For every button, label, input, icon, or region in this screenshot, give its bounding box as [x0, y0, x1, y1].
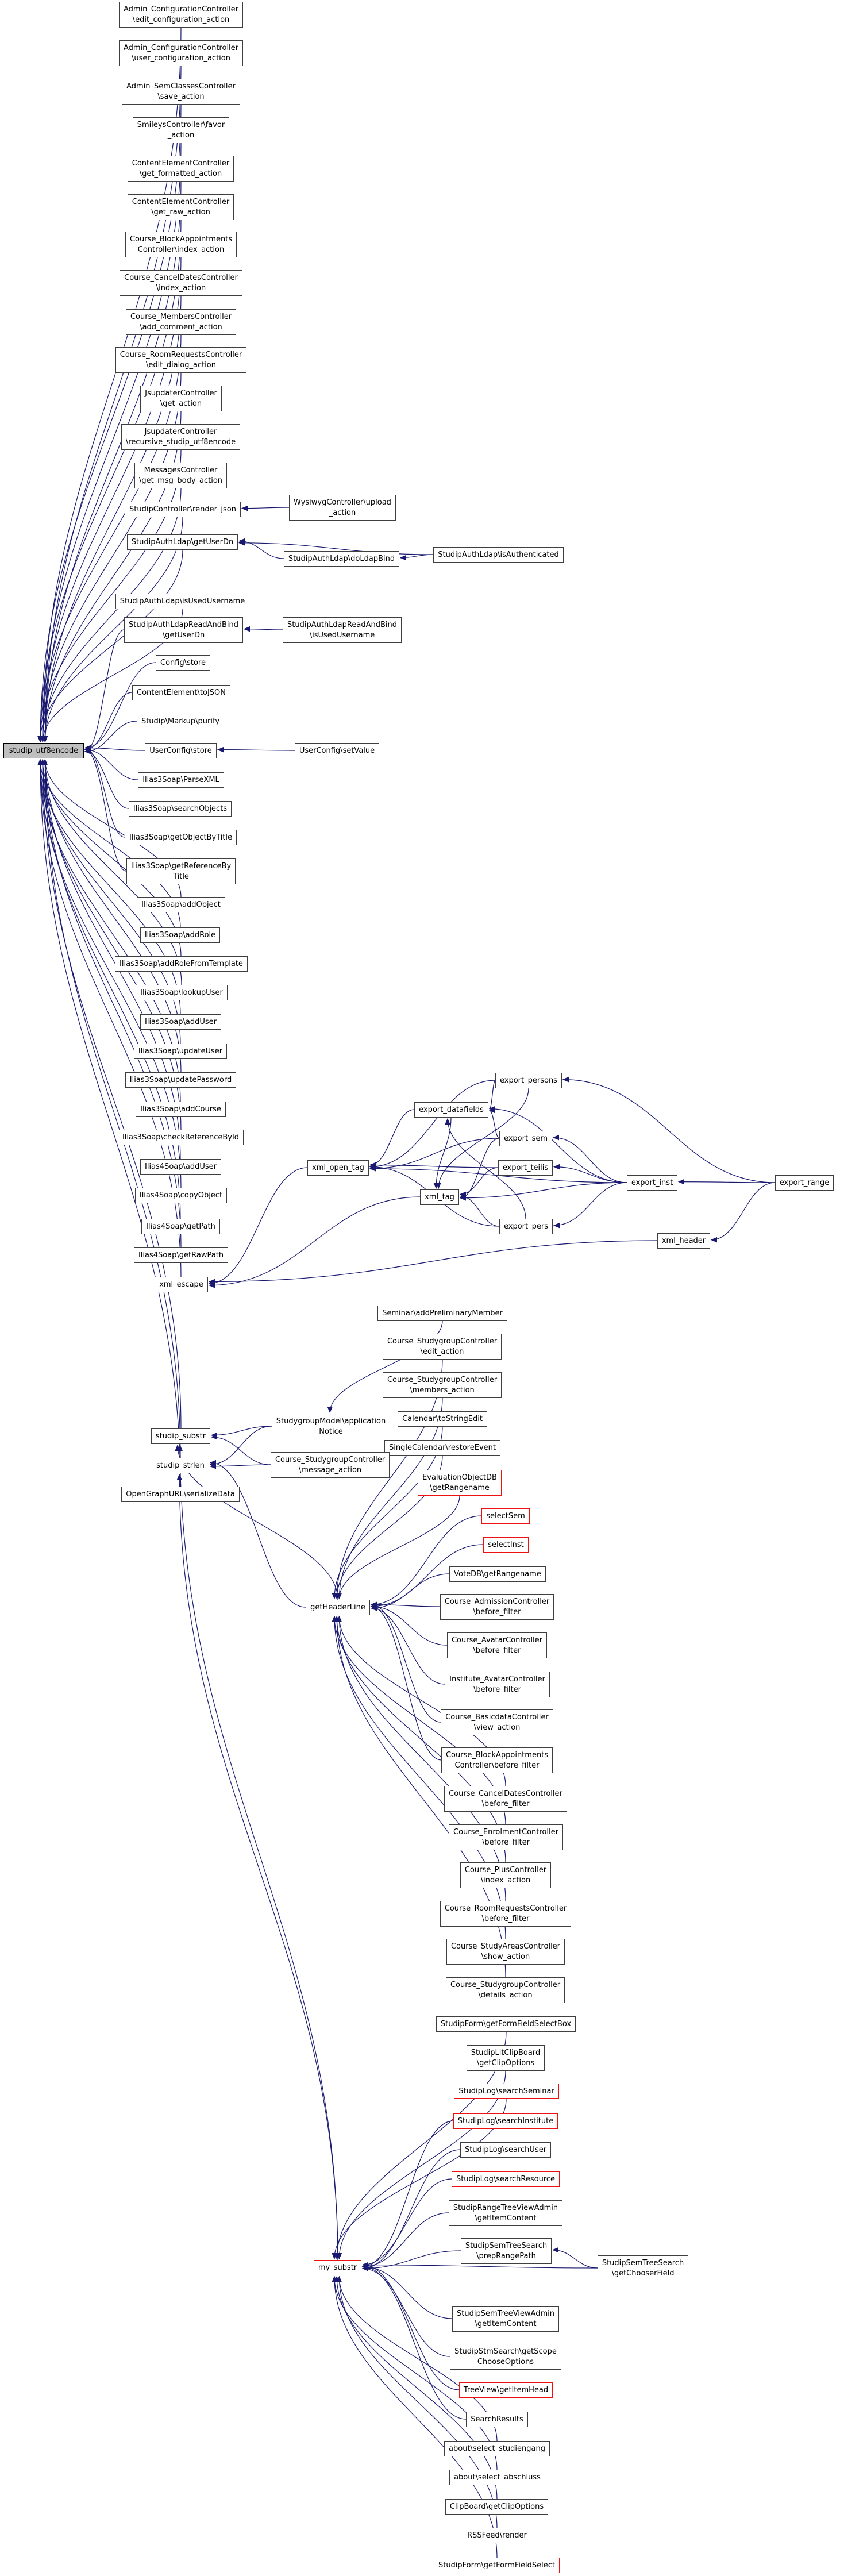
- graph-node-a18[interactable]: [156, 655, 210, 671]
- node-label-line: Config\store: [160, 658, 206, 667]
- graph-node-r25[interactable]: [450, 2344, 561, 2370]
- node-label-line: Course_BlockAppointments: [129, 234, 233, 244]
- call-edge-e8-to-a39: [209, 1197, 420, 1285]
- graph-node-r30[interactable]: [445, 2499, 548, 2515]
- call-edge-e6-to-e5: [554, 1167, 627, 1183]
- graph-node-m9[interactable]: [306, 1600, 370, 1615]
- graph-node-m7[interactable]: [272, 1414, 390, 1439]
- graph-node-a1[interactable]: [119, 2, 243, 28]
- graph-node-r21[interactable]: [449, 2200, 562, 2226]
- node-label-line: Ilias3Soap\getReferenceBy: [130, 861, 232, 871]
- node-label-line: export_datafields: [419, 1105, 484, 1114]
- node-label-line: Seminar\addPreliminaryMember: [382, 1308, 503, 1318]
- node-label-line: StudipLog\searchUser: [464, 2145, 547, 2154]
- node-label-line: xml_tag: [425, 1192, 454, 1202]
- node-label-line: \index_action: [480, 1876, 531, 1885]
- graph-node-r3[interactable]: [449, 1566, 546, 1582]
- node-label-line: Ilias3Soap\addRole: [144, 930, 216, 939]
- node-label-line: studip_substr: [155, 1431, 206, 1441]
- graph-node-a10[interactable]: [115, 347, 246, 373]
- graph-node-b2[interactable]: [284, 551, 399, 567]
- graph-node-b3[interactable]: [433, 547, 564, 563]
- node-label-line: \getUserDn: [162, 630, 205, 640]
- node-label-line: UserConfig\store: [149, 746, 212, 755]
- graph-node-r1[interactable]: [481, 1508, 530, 1524]
- node-label-line: Notice: [319, 1427, 343, 1436]
- graph-node-r33[interactable]: [314, 2260, 361, 2275]
- node-label-line: Title: [173, 872, 189, 881]
- node-label-line: StudygroupModel\application: [276, 1416, 386, 1426]
- node-label-line: \show_action: [481, 1952, 530, 1961]
- node-label-line: \getRangename: [430, 1483, 490, 1492]
- node-label-line: \before_filter: [481, 1799, 530, 1808]
- node-label-line: export_inst: [631, 1178, 673, 1187]
- node-label-line: Course_BasicdataController: [445, 1712, 549, 1722]
- call-edge-r7-to-m9: [371, 1605, 441, 1723]
- node-label-line: RSSFeed\render: [467, 2531, 527, 2540]
- graph-node-r16[interactable]: [467, 2045, 545, 2071]
- node-label-line: \before_filter: [481, 1914, 530, 1923]
- graph-node-a22[interactable]: [138, 772, 224, 788]
- graph-node-a41[interactable]: [152, 1458, 209, 1473]
- node-label-line: studip_utf8encode: [9, 746, 79, 755]
- node-label-line: ContentElementController: [132, 197, 230, 206]
- node-label-line: Admin_ConfigurationController: [123, 5, 239, 14]
- node-label-line: StudipStmSearch\getScope: [454, 2347, 557, 2356]
- call-edge-r13-to-m9: [334, 1616, 506, 1939]
- node-label-line: \details_action: [478, 1990, 533, 2000]
- graph-node-m2[interactable]: [383, 1334, 502, 1360]
- graph-node-a33[interactable]: [136, 1102, 226, 1117]
- node-label-line: \edit_action: [420, 1347, 464, 1356]
- graph-node-m4[interactable]: [398, 1411, 487, 1427]
- node-label-line: Course_RoomRequestsController: [120, 350, 242, 359]
- node-label-line: ClipBoard\getClipOptions: [449, 2502, 544, 2511]
- node-label-line: xml_escape: [159, 1280, 203, 1289]
- call-edge-r27-to-r33: [363, 2267, 466, 2419]
- node-label-line: VoteDB\getRangename: [454, 1569, 541, 1578]
- node-label-line: \get_formatted_action: [139, 169, 222, 178]
- node-label-line: StudipAuthLdapReadAndBind: [129, 620, 238, 629]
- node-label-line: Course_StudygroupController: [387, 1375, 498, 1384]
- node-label-line: \edit_dialog_action: [145, 360, 216, 369]
- graph-node-a9[interactable]: [126, 309, 236, 335]
- node-label-line: Ilias3Soap\addRoleFromTemplate: [120, 959, 243, 968]
- graph-node-m3[interactable]: [383, 1372, 502, 1398]
- call-edge-a24-to-center: [85, 748, 125, 838]
- call-edge-b1-to-a14: [242, 507, 289, 509]
- call-edge-r20-to-r33: [363, 2179, 452, 2265]
- node-label-line: Course_StudyAreasController: [450, 1942, 561, 1951]
- graph-node-r18[interactable]: [453, 2113, 558, 2129]
- graph-node-r2[interactable]: [483, 1537, 529, 1553]
- graph-node-a25[interactable]: [126, 858, 236, 884]
- graph-node-r28[interactable]: [444, 2441, 550, 2456]
- node-label-line: Ilias3Soap\addCourse: [140, 1104, 221, 1114]
- node-label-line: about\select_abschluss: [454, 2473, 541, 2482]
- graph-node-a40[interactable]: [151, 1428, 210, 1444]
- graph-node-e7[interactable]: [775, 1175, 834, 1191]
- node-label-line: MessagesController: [144, 465, 218, 475]
- node-label-line: ContentElementController: [132, 159, 230, 168]
- node-label-line: Course_StudygroupController: [387, 1337, 498, 1346]
- node-label-line: Course_AvatarController: [451, 1635, 543, 1645]
- graph-node-r17[interactable]: [454, 2084, 559, 2099]
- graph-node-r22[interactable]: [461, 2238, 552, 2264]
- graph-node-r24[interactable]: [452, 2306, 559, 2332]
- node-label-line: WysiwygController\upload: [294, 498, 391, 507]
- graph-node-a4[interactable]: [133, 117, 229, 143]
- graph-node-r10[interactable]: [449, 1824, 563, 1850]
- call-edge-b3-to-b2: [400, 555, 433, 558]
- node-label-line: Ilias3Soap\addObject: [141, 900, 221, 909]
- call-edge-a17-to-center: [85, 630, 124, 752]
- graph-node-e2[interactable]: [414, 1102, 488, 1118]
- node-label-line: SingleCalendar\restoreEvent: [389, 1443, 496, 1452]
- graph-node-r7[interactable]: [441, 1709, 553, 1735]
- graph-node-a28[interactable]: [115, 956, 248, 972]
- node-label-line: Controller\index_action: [137, 245, 225, 254]
- graph-node-a32[interactable]: [125, 1072, 236, 1088]
- node-label-line: Ilias3Soap\ParseXML: [142, 775, 219, 784]
- node-label-line: Course_CancelDatesController: [124, 273, 238, 282]
- graph-node-a16[interactable]: [115, 594, 249, 609]
- node-label-line: ContentElement\toJSON: [137, 688, 226, 697]
- node-label-line: \get_action: [160, 399, 202, 408]
- graph-node-r13[interactable]: [446, 1939, 565, 1965]
- node-label-line: Admin_SemClassesController: [126, 82, 236, 91]
- graph-node-center-central-function: [3, 743, 84, 758]
- node-label-line: StudipAuthLdap\isUsedUsername: [120, 596, 245, 606]
- node-label-line: export_sem: [503, 1134, 548, 1143]
- node-label-line: Ilias3Soap\searchObjects: [133, 804, 228, 813]
- node-label-line: \get_msg_body_action: [138, 476, 223, 485]
- node-label-line: selectSem: [486, 1511, 525, 1520]
- node-label-line: Course_BlockAppointments: [445, 1750, 549, 1759]
- call-edge-a30-to-center: [40, 760, 180, 1014]
- graph-node-r4[interactable]: [440, 1594, 554, 1620]
- graph-node-r31[interactable]: [463, 2528, 531, 2543]
- node-label-line: export_range: [779, 1178, 830, 1187]
- node-label-line: TreeView\getItemHead: [463, 2385, 549, 2394]
- node-label-line: StudipLog\searchInstitute: [457, 2116, 554, 2126]
- node-label-line: \view_action: [473, 1723, 521, 1732]
- graph-node-m5[interactable]: [384, 1440, 500, 1456]
- node-label-line: Course_MembersController: [130, 312, 232, 321]
- node-label-line: StudipRangeTreeViewAdmin: [453, 2203, 558, 2212]
- node-label-line: StudipSemTreeViewAdmin: [457, 2309, 554, 2318]
- call-edge-r24-to-r33: [363, 2267, 452, 2319]
- graph-node-e4[interactable]: [307, 1160, 369, 1176]
- call-edge-e3-to-e2: [490, 1111, 499, 1138]
- node-label-line: _action: [329, 508, 356, 517]
- node-label-line: SmileysController\favor: [137, 120, 225, 129]
- node-label-line: \get_raw_action: [151, 207, 210, 217]
- graph-node-r27[interactable]: [466, 2412, 528, 2427]
- node-label-line: StudipAuthLdap\getUserDn: [131, 537, 234, 546]
- node-label-line: Course_StudygroupController: [450, 1980, 561, 1989]
- node-label-line: StudipAuthLdap\doLdapBind: [288, 554, 395, 563]
- graph-node-a7[interactable]: [125, 232, 237, 257]
- node-label-line: Calendar\toStringEdit: [402, 1414, 483, 1423]
- call-edge-e6-to-e8: [460, 1183, 627, 1198]
- call-edge-e1-to-e4: [370, 1080, 495, 1167]
- call-edge-e2-to-e4: [370, 1110, 414, 1165]
- node-label-line: StudipForm\getFormFieldSelect: [438, 2560, 556, 2570]
- node-label-line: \getItemContent: [475, 2213, 537, 2223]
- node-label-line: xml_open_tag: [312, 1163, 364, 1172]
- graph-node-a6[interactable]: [128, 194, 234, 220]
- node-label-line: JsupdaterController: [144, 427, 217, 436]
- node-label-line: Ilias3Soap\getObjectByTitle: [129, 833, 233, 842]
- node-label-line: \before_filter: [473, 1646, 521, 1655]
- call-edge-e6-to-e9: [554, 1183, 627, 1226]
- node-label-line: Ilias4Soap\addUser: [145, 1162, 217, 1171]
- node-label-line: StudipLitClipBoard: [471, 2048, 541, 2057]
- call-edge-r16-to-r33: [339, 2071, 506, 2259]
- graph-node-a17[interactable]: [124, 617, 243, 643]
- call-edge-m8-to-a40: [211, 1437, 271, 1465]
- node-label-line: StudipForm\getFormFieldSelectBox: [440, 2019, 572, 2028]
- graph-node-a8[interactable]: [120, 270, 242, 296]
- node-label-line: selectInst: [488, 1540, 524, 1549]
- node-label-line: Studip\Markup\purify: [141, 717, 220, 726]
- node-label-line: StudipAuthLdapReadAndBind: [287, 620, 397, 629]
- graph-node-e10[interactable]: [657, 1233, 710, 1249]
- graph-node-a34[interactable]: [118, 1130, 244, 1145]
- node-label-line: \prepRangePath: [476, 2251, 536, 2261]
- node-label-line: Ilias4Soap\copyObject: [139, 1191, 223, 1200]
- node-label-line: \before_filter: [482, 1838, 530, 1847]
- graph-node-a31[interactable]: [134, 1044, 227, 1059]
- graph-node-r6[interactable]: [445, 1672, 550, 1697]
- call-edge-e10-to-a39: [209, 1241, 657, 1282]
- node-label-line: export_persons: [500, 1076, 557, 1085]
- node-label-line: \getItemContent: [475, 2319, 537, 2328]
- call-edge-e7-to-e1: [563, 1080, 775, 1183]
- node-label-line: StudipSemTreeSearch: [602, 2258, 684, 2267]
- node-label-line: Institute_AvatarController: [449, 1674, 545, 1684]
- graph-node-a27[interactable]: [140, 927, 220, 943]
- node-label-line: JsupdaterController: [145, 388, 217, 398]
- graph-node-a5[interactable]: [128, 156, 234, 182]
- graph-node-r14[interactable]: [446, 1977, 565, 2003]
- node-label-line: Ilias3Soap\updatePassword: [129, 1075, 232, 1084]
- node-label-line: \add_comment_action: [140, 322, 222, 332]
- node-label-line: Admin_ConfigurationController: [123, 43, 239, 52]
- graph-node-a23[interactable]: [129, 801, 232, 817]
- call-edge-r19-to-r33: [363, 2150, 460, 2269]
- call-edge-a19-to-center: [85, 692, 132, 750]
- node-label-line: export_teilis: [502, 1163, 549, 1172]
- node-label-line: Course_CancelDatesController: [449, 1789, 562, 1798]
- call-edge-m9-to-a41: [210, 1463, 306, 1608]
- node-label-line: studip_strlen: [156, 1461, 205, 1470]
- call-edge-r23-to-r33: [363, 2265, 598, 2269]
- node-label-line: Ilias3Soap\checkReferenceById: [122, 1133, 240, 1142]
- graph-node-e8[interactable]: [420, 1189, 459, 1205]
- node-label-line: Controller\before_filter: [454, 1761, 540, 1770]
- node-label-line: Ilias3Soap\lookupUser: [140, 988, 223, 997]
- call-edge-e1-to-e2: [490, 1080, 495, 1109]
- graph-node-a21[interactable]: [145, 743, 217, 758]
- graph-node-e3[interactable]: [499, 1131, 552, 1146]
- call-edge-e6-to-e3: [553, 1138, 627, 1183]
- node-label-line: \message_action: [298, 1465, 362, 1474]
- node-label-line: Course_EnrolmentController: [453, 1827, 558, 1836]
- node-label-line: StudipSemTreeSearch: [465, 2241, 548, 2250]
- node-label-line: OpenGraphURL\serializeData: [126, 1489, 235, 1499]
- graph-node-a42[interactable]: [121, 1487, 240, 1502]
- graph-node-m1[interactable]: [377, 1306, 507, 1321]
- graph-node-a3[interactable]: [122, 79, 240, 105]
- graph-node-b5[interactable]: [295, 743, 379, 758]
- graph-node-a19[interactable]: [132, 685, 230, 700]
- call-edge-r26-to-r33: [363, 2265, 459, 2390]
- node-label-line: StudipLog\searchSeminar: [458, 2086, 554, 2096]
- graph-node-e6[interactable]: [627, 1175, 677, 1191]
- node-label-line: StudipAuthLdap\isAuthenticated: [438, 550, 559, 559]
- graph-node-r26[interactable]: [459, 2382, 553, 2398]
- graph-node-r32[interactable]: [434, 2558, 560, 2573]
- graph-node-a14[interactable]: [125, 502, 241, 517]
- graph-node-a36[interactable]: [135, 1188, 227, 1203]
- graph-node-b4[interactable]: [283, 617, 402, 643]
- graph-node-a12[interactable]: [121, 424, 240, 450]
- node-label-line: \before_filter: [473, 1685, 521, 1694]
- graph-node-a20[interactable]: [137, 714, 224, 729]
- node-label-line: about\select_studiengang: [449, 2444, 545, 2453]
- node-label-line: \isUsedUsername: [309, 630, 375, 640]
- call-edge-m6-to-m9: [339, 1496, 460, 1599]
- node-label-line: export_pers: [504, 1222, 548, 1231]
- node-label-line: \before_filter: [473, 1607, 521, 1616]
- call-edge-r1-to-m9: [371, 1516, 481, 1605]
- node-label-line: Course_PlusController: [464, 1865, 547, 1874]
- graph-node-a13[interactable]: [134, 463, 227, 488]
- graph-node-r11[interactable]: [460, 1862, 551, 1888]
- node-label-line: \index_action: [156, 283, 206, 292]
- graph-node-a35[interactable]: [140, 1159, 221, 1175]
- graph-node-r9[interactable]: [444, 1786, 567, 1812]
- graph-node-r20[interactable]: [452, 2171, 560, 2187]
- node-label-line: \members_action: [410, 1385, 475, 1395]
- call-edge-e9-to-e8: [460, 1196, 499, 1226]
- node-label-line: EvaluationObjectDB: [422, 1473, 497, 1482]
- node-label-line: getHeaderLine: [310, 1603, 365, 1612]
- graph-node-r23[interactable]: [598, 2255, 688, 2281]
- call-edge-r5-to-m9: [371, 1607, 447, 1645]
- node-label-line: Course_AdmissionController: [444, 1597, 550, 1606]
- node-label-line: SearchResults: [471, 2415, 523, 2424]
- call-edge-r6-to-m9: [371, 1608, 445, 1684]
- node-label-line: \user_configuration_action: [132, 53, 230, 63]
- node-label-line: Course_RoomRequestsController: [444, 1904, 567, 1913]
- node-label-line: UserConfig\setValue: [299, 746, 375, 755]
- graph-node-a39[interactable]: [155, 1277, 208, 1292]
- graph-node-m6[interactable]: [418, 1470, 502, 1496]
- call-edge-e4-to-a39: [209, 1168, 307, 1284]
- graph-node-a11[interactable]: [140, 386, 222, 411]
- call-edge-r33-to-a41: [179, 1474, 338, 2260]
- graph-node-m8[interactable]: [271, 1452, 390, 1478]
- node-label-line: StudipController\render_json: [129, 505, 236, 514]
- graph-node-a24[interactable]: [125, 830, 237, 845]
- node-label-line: Ilias4Soap\getPath: [146, 1222, 215, 1231]
- graph-node-b1[interactable]: [289, 495, 396, 521]
- graph-node-a37[interactable]: [141, 1219, 220, 1234]
- node-label-line: xml_header: [661, 1236, 706, 1245]
- call-edge-r18-to-r33: [363, 2121, 453, 2267]
- call-edge-r8-to-m9: [371, 1607, 441, 1760]
- graph-node-r29[interactable]: [449, 2470, 545, 2485]
- call-edge-e5-to-e8: [460, 1168, 498, 1195]
- graph-node-r15[interactable]: [436, 2016, 576, 2032]
- graph-node-a15[interactable]: [127, 534, 238, 550]
- node-label-line: Ilias3Soap\addUser: [145, 1017, 217, 1026]
- graph-node-r12[interactable]: [440, 1901, 571, 1927]
- graph-node-e9[interactable]: [499, 1219, 553, 1234]
- call-edge-b4-to-a17: [244, 629, 283, 630]
- node-label-line: Ilias3Soap\updateUser: [138, 1046, 223, 1056]
- graph-node-a2[interactable]: [119, 40, 243, 66]
- call-edge-r23-to-r22: [553, 2250, 598, 2268]
- graph-node-r8[interactable]: [441, 1747, 553, 1773]
- node-label-line: _action: [167, 130, 195, 140]
- graph-node-a38[interactable]: [134, 1247, 228, 1263]
- node-label-line: Course_StudygroupController: [275, 1455, 386, 1464]
- graph-node-a29[interactable]: [136, 985, 228, 1000]
- node-label-line: \recursive_studip_utf8encode: [125, 437, 236, 446]
- graph-node-e5[interactable]: [498, 1160, 553, 1176]
- node-label-line: Ilias4Soap\getRawPath: [138, 1250, 224, 1260]
- node-label-line: \save_action: [157, 92, 205, 101]
- graph-node-e1[interactable]: [495, 1073, 562, 1088]
- node-label-line: \getChooserField: [611, 2269, 675, 2278]
- node-label-line: \edit_configuration_action: [132, 15, 230, 24]
- call-edge-e7-to-e10: [711, 1183, 775, 1240]
- node-label-line: ChooseOptions: [477, 2357, 534, 2366]
- node-label-line: my_substr: [318, 2263, 357, 2272]
- graph-node-r19[interactable]: [460, 2142, 551, 2158]
- call-edge-r33-to-a40: [180, 1445, 338, 2260]
- graph-node-a26[interactable]: [137, 897, 225, 912]
- call-edge-m7-to-a41: [210, 1426, 272, 1465]
- graph-node-a30[interactable]: [140, 1014, 221, 1030]
- node-label-line: \getClipOptions: [476, 2058, 535, 2067]
- graph-node-r5[interactable]: [447, 1632, 547, 1658]
- node-label-line: StudipLog\searchResource: [456, 2174, 556, 2184]
